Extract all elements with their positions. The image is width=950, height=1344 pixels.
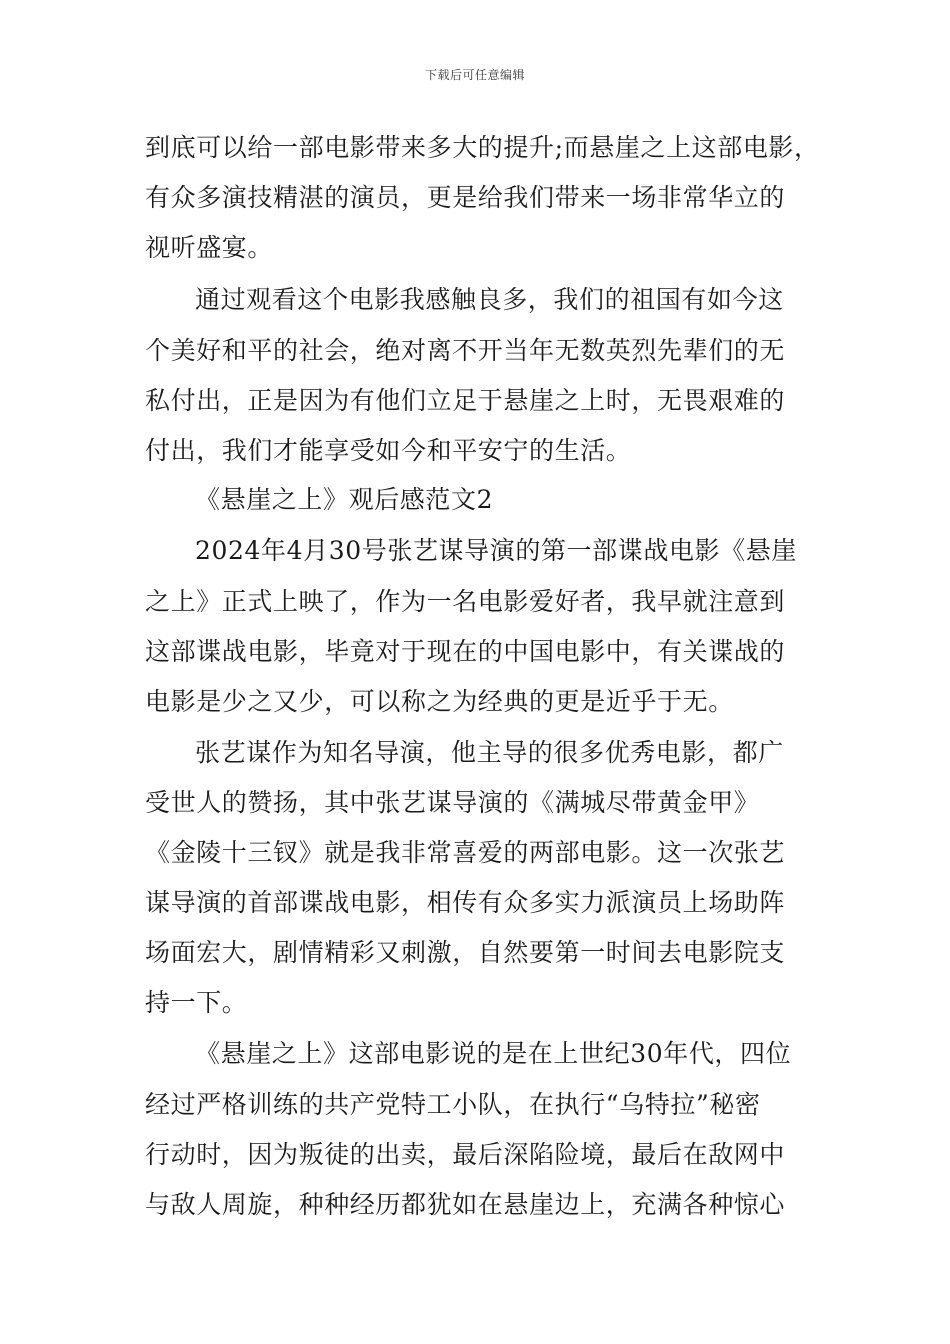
text-line: 与敌人周旋，种种经历都犹如在悬崖边上，充满各种惊心 [145, 1190, 786, 1219]
text-line: 《金陵十三钗》就是我非常喜爱的两部电影。这一次张艺 [145, 838, 786, 867]
paragraph-first-line: 《悬崖之上》这部电影说的是在上世纪30年代，四位 [195, 1039, 792, 1068]
text-line: 电影是少之又少，可以称之为经典的更是近乎于无。 [145, 687, 734, 716]
page-header: 下载后可任意编辑 [424, 68, 525, 82]
text-line: 这部谍战电影，毕竟对于现在的中国电影中，有关谍战的 [145, 637, 786, 666]
text-line: 视听盛宴。 [145, 233, 274, 262]
text-line: 私付出，正是因为有他们立足于悬崖之上时，无畏艰难的 [145, 386, 786, 415]
text-line: 持一下。 [145, 988, 248, 1017]
section-heading: 《悬崖之上》观后感范文2 [195, 485, 494, 514]
text-line: 受世人的赞扬，其中张艺谋导演的《满城尽带黄金甲》 [145, 788, 760, 817]
paragraph-first-line: 通过观看这个电影我感触良多，我们的祖国有如今这 [195, 285, 784, 314]
text-line: 行动时，因为叛徒的出卖，最后深陷险境，最后在敌网中 [145, 1140, 786, 1169]
text-line: 场面宏大，剧情精彩又刺激，自然要第一时间去电影院支 [145, 938, 786, 967]
text-line: 之上》正式上映了，作为一名电影爱好者，我早就注意到 [145, 587, 786, 616]
text-line: 付出，我们才能享受如今和平安宁的生活。 [145, 436, 632, 465]
text-line: 有众多演技精湛的演员，更是给我们带来一场非常华立的 [145, 183, 786, 212]
text-line: 经过严格训练的共产党特工小队，在执行“乌特拉”秘密 [145, 1090, 761, 1119]
text-line: 到底可以给一部电影带来多大的提升;而悬崖之上这部电影， [145, 133, 820, 162]
text-line: 个美好和平的社会，绝对离不开当年无数英烈先辈们的无 [145, 336, 786, 365]
text-line: 谋导演的首部谍战电影，相传有众多实力派演员上场助阵 [145, 888, 786, 917]
paragraph-first-line: 张艺谋作为知名导演，他主导的很多优秀电影，都广 [195, 738, 784, 767]
paragraph-first-line: 2024年4月30号张艺谋导演的第一部谍战电影《悬崖 [195, 536, 797, 565]
